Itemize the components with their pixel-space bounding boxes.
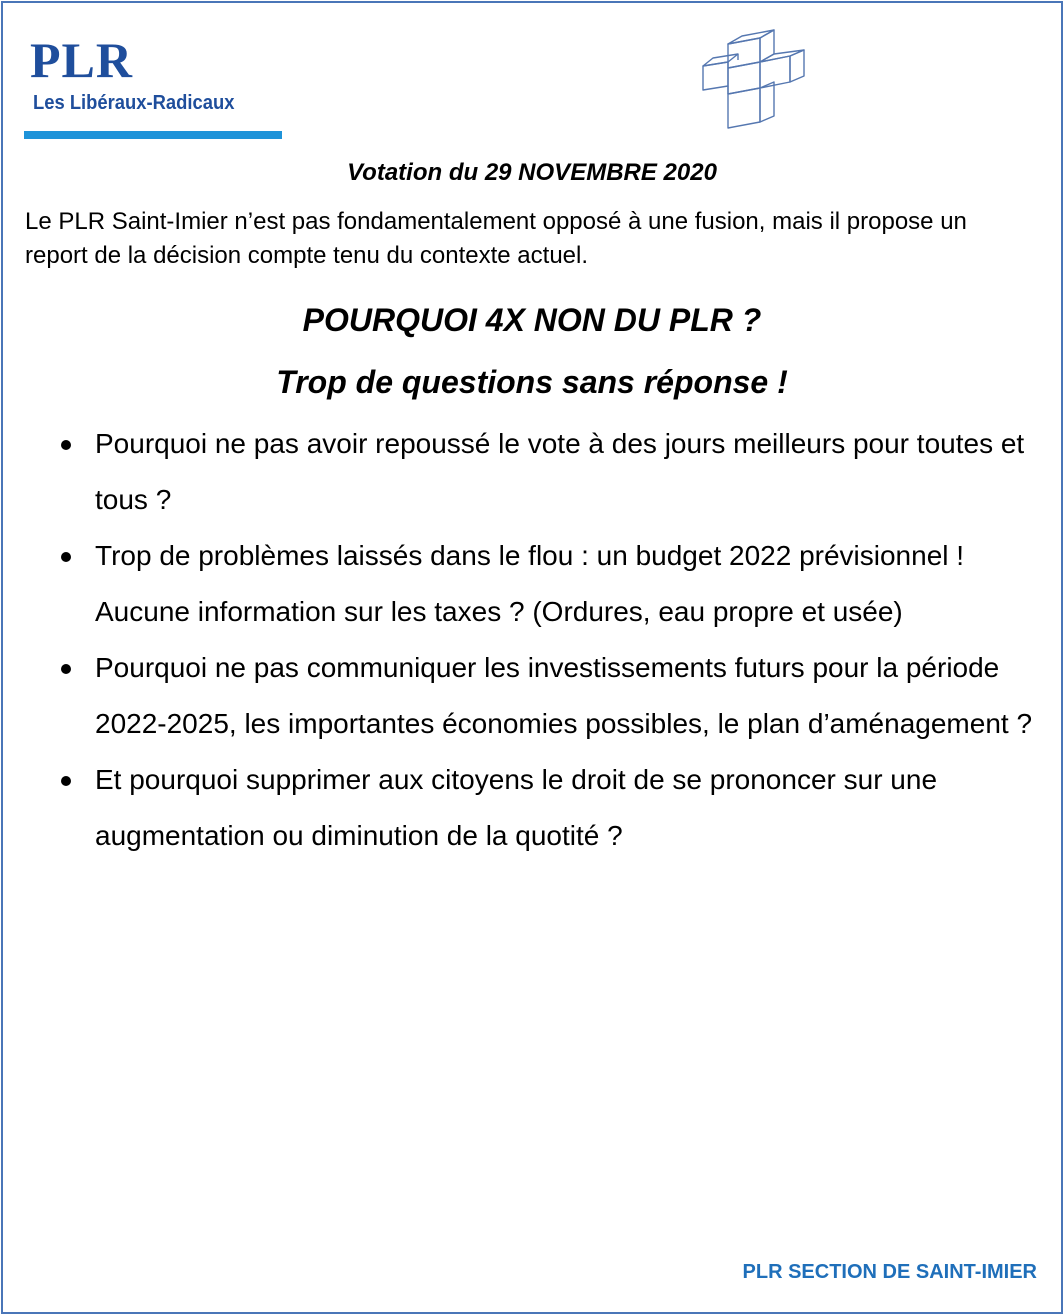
sub-heading: Trop de questions sans réponse ! <box>276 364 788 400</box>
logo-tagline: Les Libéraux-Radicaux <box>33 92 235 114</box>
footer-section-label: PLR SECTION DE SAINT-IMIER <box>742 1261 1037 1283</box>
intro-paragraph: Le PLR Saint-Imier n’est pas fondamentalement opposé à une fusion, mais il propose un report de la décision compte tenu du contexte actuel. <box>25 208 967 269</box>
plr-logo <box>24 34 282 140</box>
main-heading: POURQUOI 4X NON DU PLR ? <box>302 302 762 338</box>
bullet-icon <box>61 552 71 562</box>
list-item <box>0 752 1064 864</box>
bullet-icon <box>61 440 71 450</box>
list-item <box>0 416 1064 528</box>
vote-title: Votation du 29 NOVEMBRE 2020 <box>347 159 717 186</box>
logo-underline <box>24 131 282 139</box>
question-list <box>0 416 1064 864</box>
list-item <box>0 640 1064 752</box>
swiss-cross-cube-icon <box>698 24 810 134</box>
logo-name: PLR <box>30 32 133 88</box>
list-item-text: Et pourquoi supprimer aux citoyens le droit de se prononcer sur une augmentation ou diminution de la quotité ? <box>95 764 938 851</box>
list-item-text: Pourquoi ne pas communiquer les investissements futurs pour la période 2022-2025, les importantes économies possibles, le plan d’aménagement ? <box>95 652 1033 739</box>
bullet-icon <box>61 776 71 786</box>
list-item-text: Trop de problèmes laissés dans le flou : un budget 2022 prévisionnel ! Aucune information sur les taxes ? (Ordures, eau propre et usée) <box>95 540 965 627</box>
bullet-icon <box>61 664 71 674</box>
list-item-text: Pourquoi ne pas avoir repoussé le vote à des jours meilleurs pour toutes et tous ? <box>95 428 1025 515</box>
list-item <box>0 528 1064 640</box>
